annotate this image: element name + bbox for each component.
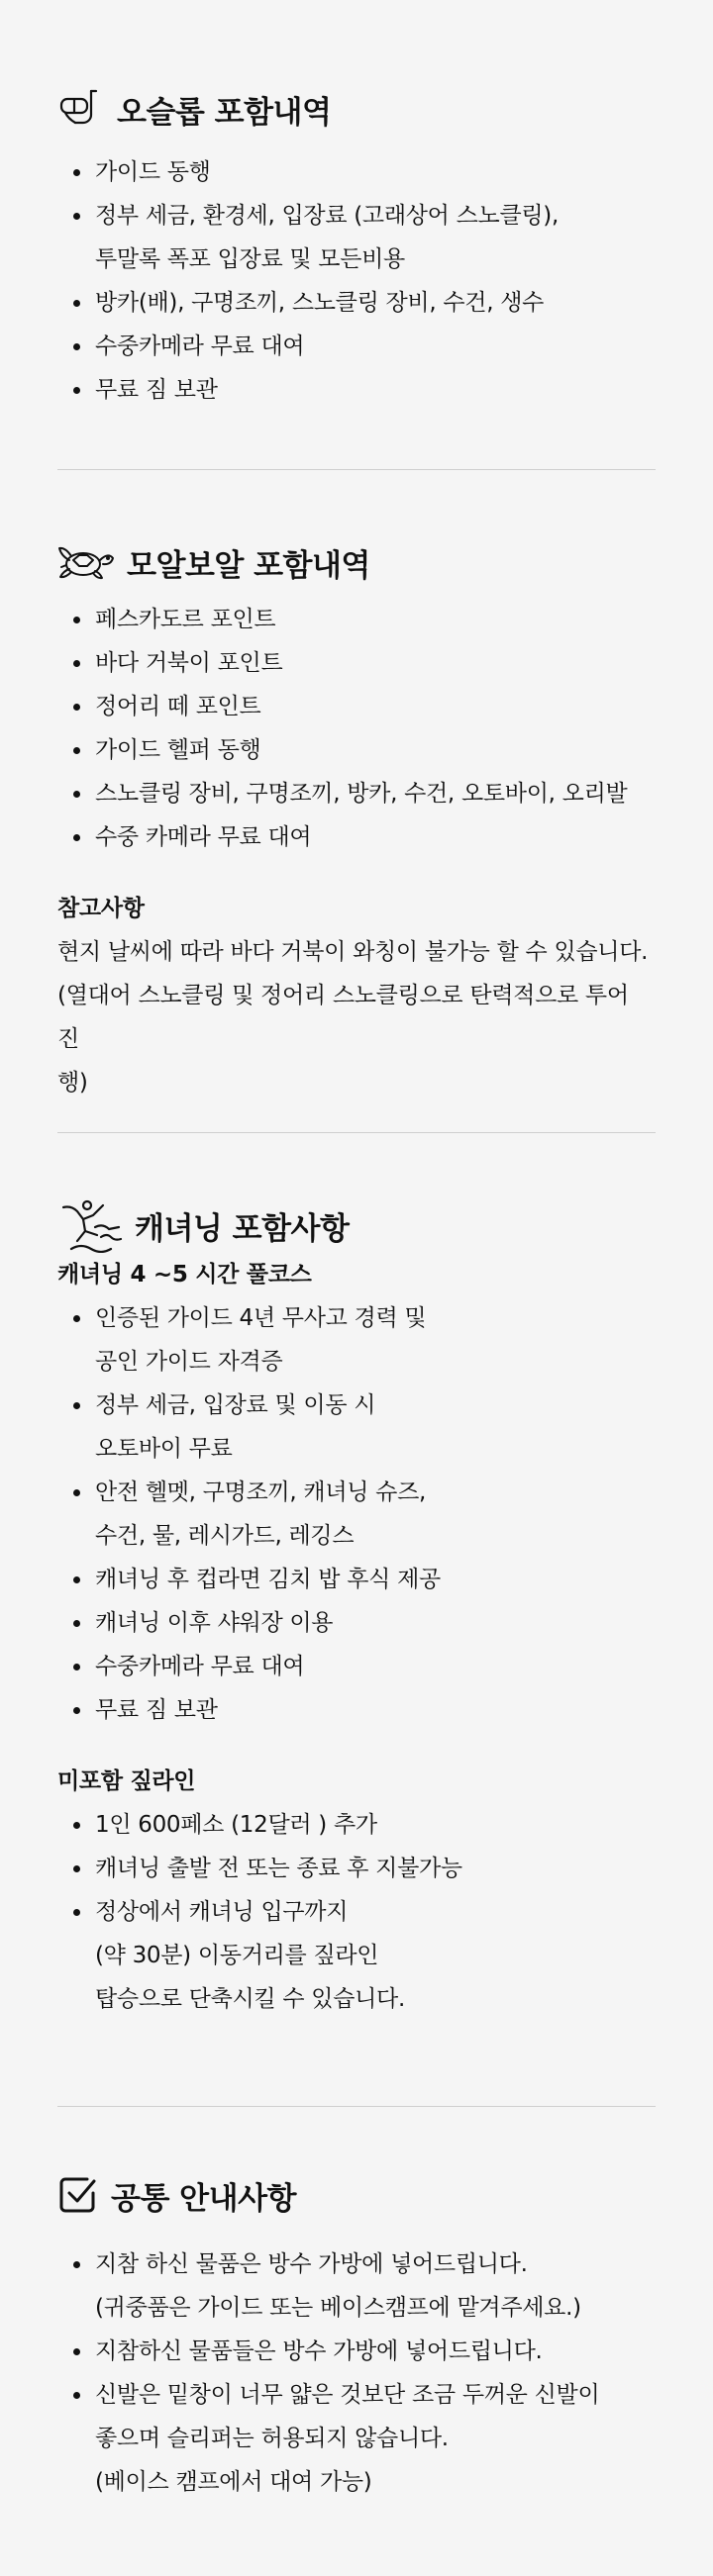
moalboal-section [57,534,656,1104]
list-item: 수중 카메라 무료 대여 [57,815,656,859]
list-item: 무료 짐 보관 [57,368,656,412]
moalboal-note [57,887,656,1104]
list-item: 정어리 떼 포인트 [57,685,656,728]
canyoning-jump-icon [57,1201,123,1249]
canyoning-course: 캐녀닝 4 ~5 시간 풀코스 [57,1262,312,1288]
oslob-list [57,150,656,412]
common-section [57,2167,656,2504]
list-item: 스노클링 장비, 구명조끼, 방카, 수건, 오토바이, 오리발 [57,772,656,815]
section-divider [57,469,656,470]
canyoning-list [57,1296,656,1732]
list-item: 캐녀닝 이후 샤워장 이용 [57,1601,656,1645]
moalboal-title: 모알보알 포함내역 [127,547,370,584]
list-item: 정상에서 캐녀닝 입구까지 (약 30분) 이동거리를 짚라인 탑승으로 단축시킬 수 있습니다. [57,1890,656,2021]
list-item: 정부 세금, 입장료 및 이동 시 오토바이 무료 [57,1383,656,1471]
list-item: 수중카메라 무료 대여 [57,1645,656,1688]
list-item: 캐녀닝 후 컵라면 김치 밥 후식 제공 [57,1558,656,1601]
common-title: 공통 안내사항 [111,2180,296,2217]
list-item: 1인 600페소 (12달러 ) 추가 [57,1803,656,1847]
excluded-zipline [57,1760,656,2021]
list-item: 가이드 헬퍼 동행 [57,728,656,772]
sea-turtle-icon [57,538,115,586]
section-divider [57,1132,656,1133]
list-item: 안전 헬멧, 구명조끼, 캐녀닝 슈즈, 수건, 물, 레시가드, 레깅스 [57,1471,656,1558]
oslob-section [57,81,656,412]
list-item: 페스카도르 포인트 [57,598,656,641]
oslob-title: 오슬롭 포함내역 [117,94,332,131]
list-item: 캐녀닝 출발 전 또는 종료 후 지불가능 [57,1847,656,1890]
list-item: 인증된 가이드 4년 무사고 경력 및 공인 가이드 자격증 [57,1296,656,1383]
list-item: 방카(배), 구명조끼, 스노클링 장비, 수건, 생수 [57,281,656,325]
common-list [57,2242,656,2504]
canyoning-section [57,1197,656,2021]
note-text: 현지 날씨에 따라 바다 거북이 와칭이 불가능 할 수 있습니다. (열대어 스노클링 및 정어리 스노클링으로 탄력적으로 투어 진 행) [57,939,649,1096]
list-item: 신발은 밑창이 너무 얇은 것보단 조금 두꺼운 신발이 좋으며 슬리퍼는 허용되지 않습니다. (베이스 캠프에서 대여 가능) [57,2373,656,2504]
note-title: 참고사항 [57,896,145,921]
excluded-title: 미포함 짚라인 [57,1768,196,1794]
section-divider [57,2106,656,2107]
moalboal-list [57,598,656,859]
moalboal-header [57,534,656,590]
list-item: 가이드 동행 [57,150,656,194]
canyoning-title: 캐녀닝 포함사항 [135,1210,350,1247]
checkbox-checked-icon [57,2175,97,2215]
list-item: 바다 거북이 포인트 [57,641,656,685]
list-item: 지참하신 물품들은 방수 가방에 넣어드립니다. [57,2330,656,2373]
snorkel-mask-icon [57,85,105,133]
excluded-list [57,1803,656,2021]
common-header [57,2167,656,2223]
canyoning-header [57,1197,656,1253]
list-item: 무료 짐 보관 [57,1688,656,1732]
list-item: 정부 세금, 환경세, 입장료 (고래상어 스노클링), 투말록 폭포 입장료 및 모든비용 [57,194,656,281]
list-item: 수중카메라 무료 대여 [57,325,656,368]
oslob-header [57,81,656,137]
list-item: 지참 하신 물품은 방수 가방에 넣어드립니다. (귀중품은 가이드 또는 베이스캠프에 맡겨주세요.) [57,2242,656,2330]
